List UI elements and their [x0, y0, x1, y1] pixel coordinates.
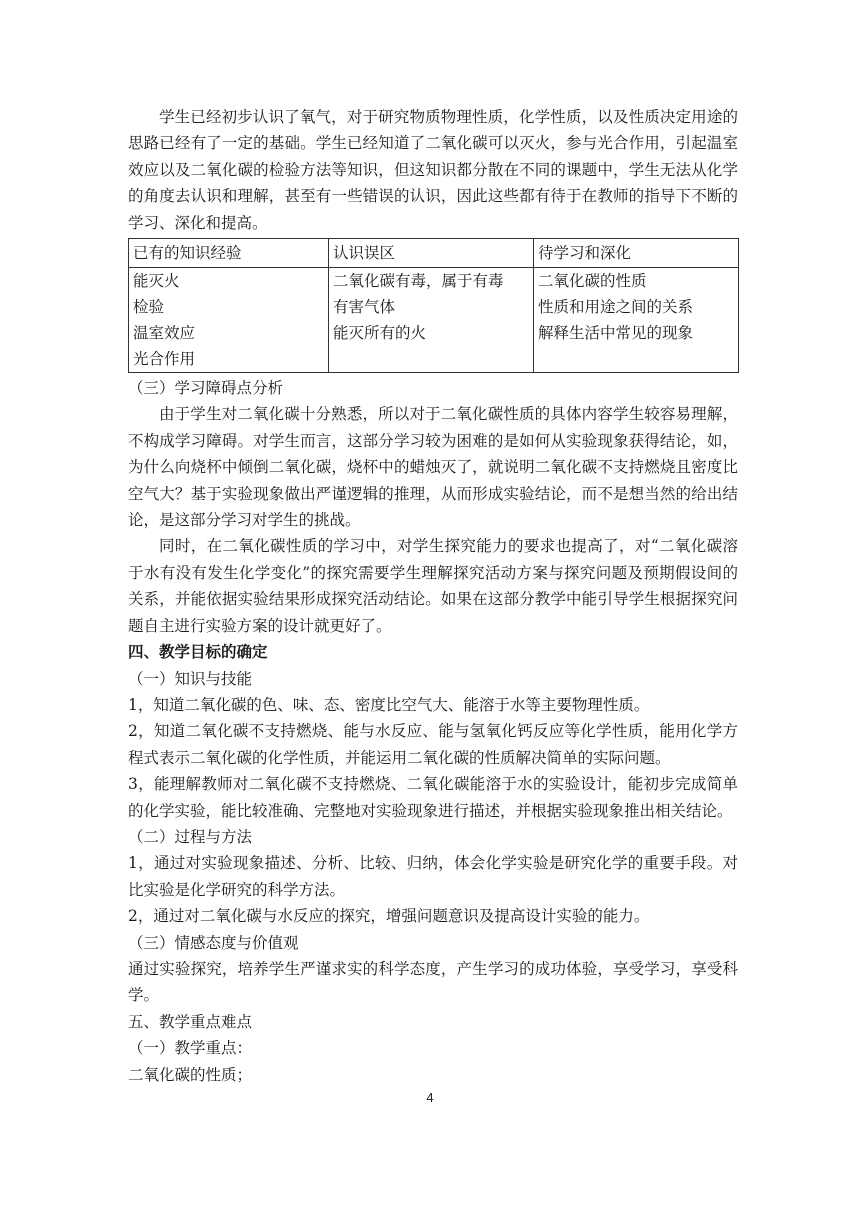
key-points-text: 二氧化碳的性质； [128, 1065, 253, 1084]
obstacle-section-title: （三）学习障碍点分析 [128, 379, 284, 398]
key-points-subtitle: （一）教学重点： [128, 1039, 253, 1058]
table-row [129, 268, 739, 373]
emotion-values-title: （三）情感态度与价值观 [128, 933, 299, 952]
obstacle-paragraph-1: 由于学生对二氧化碳十分熟悉，所以对于二氧化碳性质的具体内容学生较容易理解，不构成学习障碍。对学生而言，这部分学习较为困难的是如何从实验现象获得结论，如，为什么向烧杯中倾倒二氧化碳，烧杯中的蜡烛灭了，就说明二氧化碳不支持燃烧且密度比空气大？基于实验现象做出严谨逻辑的推理，从而形成实验结论，而不是想当然的给出结论，是这部分学习对学生的挑战。 [128, 405, 738, 530]
emotion-values-text: 通过实验探究，培养学生严谨求实的科学态度，产生学习的成功体验，享受学习，享受科学。 [128, 959, 738, 1005]
process-methods-title: （二）过程与方法 [128, 827, 253, 846]
page-content [128, 104, 738, 1088]
cell-line: 温室效应 [133, 324, 196, 343]
table-header-cell: 已有的知识经验 [129, 239, 329, 268]
cell-line: 性质和用途之间的关系 [538, 298, 694, 317]
cell-line: 二氧化碳有毒，属于有毒 [333, 272, 504, 291]
intro-paragraph: 学生已经初步认识了氧气，对于研究物质物理性质，化学性质，以及性质决定用途的思路已经有了一定的基础。学生已经知道了二氧化碳可以灭火，参与光合作用，引起温室效应以及二氧化碳的检验方法等知识，但这知识都分散在不同的课题中，学生无法从化学的角度去认识和理解，甚至有一些错误的认识，因此这些都有待于在教师的指导下不断的学习、深化和提高。 [128, 108, 738, 232]
cell-line: 检验 [133, 298, 165, 317]
objectives-heading: 四、教学目标的确定 [128, 643, 268, 662]
table-header-row [129, 239, 739, 268]
table-cell-to-learn [534, 268, 739, 373]
key-points-heading: 五、教学重点难点 [128, 1012, 253, 1031]
knowledge-skills-title: （一）知识与技能 [128, 669, 253, 688]
cell-line: 二氧化碳的性质 [538, 272, 647, 291]
cell-line: 能灭火 [133, 272, 180, 291]
obstacle-paragraph-2: 同时，在二氧化碳性质的学习中，对学生探究能力的要求也提高了，对“二氧化碳溶于水有没有发生化学变化”的探究需要学生理解探究活动方案与探究问题及预期假设间的关系，并能依据实验结果形成探究活动结论。如果在这部分教学中能引导学生根据探究问题自主进行实验方案的设计就更好了。 [128, 537, 738, 635]
knowledge-table [128, 238, 739, 373]
cell-line: 解释生活中常见的现象 [538, 324, 694, 343]
cell-line: 有害气体 [333, 298, 396, 317]
cell-line: 光合作用 [133, 350, 196, 369]
table-cell-misconception [329, 268, 534, 373]
table-header-cell: 认识误区 [329, 239, 534, 268]
cell-line: 能灭所有的火 [333, 324, 427, 343]
process-item: 1，通过对实验现象描述、分析、比较、归纳，体会化学实验是研究化学的重要手段。对比实验是化学研究的科学方法。 [128, 854, 738, 899]
knowledge-item: 3，能理解教师对二氧化碳不支持燃烧、二氧化碳能溶于水的实验设计，能初步完成简单的化学实验，能比较准确、完整地对实验现象进行描述，并根据实验现象推出相关结论。 [128, 775, 738, 820]
page-number: 4 [426, 1090, 434, 1105]
process-item: 2，通过对二氧化碳与水反应的探究，增强问题意识及提高设计实验的能力。 [128, 907, 650, 926]
knowledge-item: 2，知道二氧化碳不支持燃烧、能与水反应、能与氢氧化钙反应等化学性质，能用化学方程式表示二氧化碳的化学性质，并能运用二氧化碳的性质解决简单的实际问题。 [128, 722, 738, 767]
table-header-cell: 待学习和深化 [534, 239, 739, 268]
knowledge-item: 1，知道二氧化碳的色、味、态、密度比空气大、能溶于水等主要物理性质。 [128, 695, 650, 714]
table-cell-existing [129, 268, 329, 373]
